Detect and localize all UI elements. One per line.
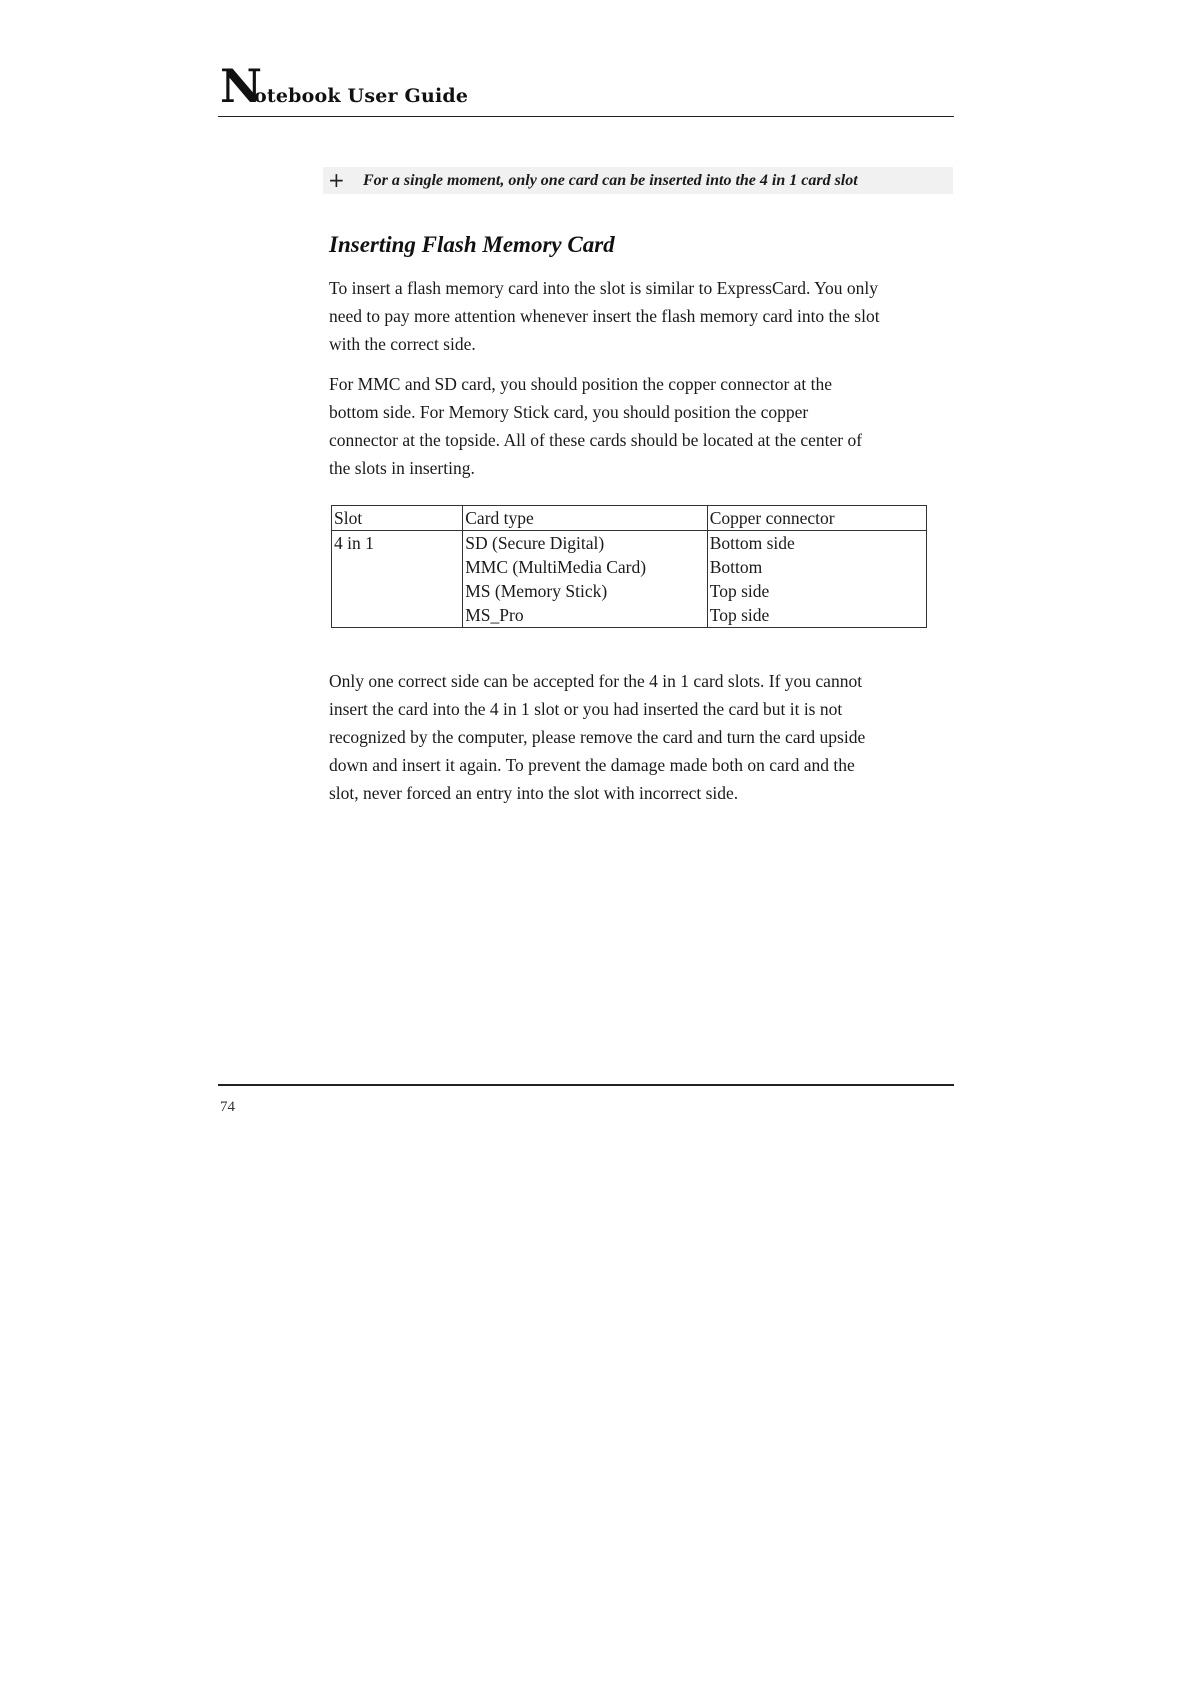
paragraph-orientation xyxy=(329,370,959,482)
table-cell-connector: Top side xyxy=(707,603,926,628)
table-header-slot: Slot xyxy=(332,506,463,531)
paragraph-line: need to pay more attention whenever insert the flash memory card into the slot xyxy=(329,306,880,326)
table-header-copper-connector: Copper connector xyxy=(707,506,926,531)
paragraph-line: Only one correct side can be accepted for the 4 in 1 card slots. If you cannot xyxy=(329,671,863,691)
table-row xyxy=(332,603,927,628)
page-header xyxy=(218,60,954,117)
header-initial: N xyxy=(220,59,263,113)
table-header-row xyxy=(332,506,927,531)
paragraph-intro xyxy=(329,274,959,358)
table-cell-slot-empty xyxy=(332,579,463,603)
footer-divider xyxy=(218,1084,954,1086)
paragraph-line: connector at the topside. All of these cards should be located at the center of xyxy=(329,430,863,450)
page-number: 74 xyxy=(220,1099,235,1115)
table-cell-connector: Bottom side xyxy=(707,531,926,556)
table-cell-card-type: MMC (MultiMedia Card) xyxy=(463,555,707,579)
paragraph-line: To insert a flash memory card into the slot is similar to ExpressCard. You only xyxy=(329,278,878,298)
header-title: otebook User Guide xyxy=(254,85,469,107)
table-cell-card-type: MS_Pro xyxy=(463,603,707,628)
paragraph-line: down and insert it again. To prevent the damage made both on card and the xyxy=(329,755,855,775)
paragraph-line: For MMC and SD card, you should position the copper connector at the xyxy=(329,374,833,394)
note-text: For a single moment, only one card can be inserted into the 4 in 1 card slot xyxy=(363,172,858,189)
table-cell-card-type: MS (Memory Stick) xyxy=(463,579,707,603)
note-box xyxy=(323,167,953,194)
table-cell-slot-empty xyxy=(332,555,463,579)
plus-icon: + xyxy=(328,168,345,192)
paragraph-line: recognized by the computer, please remove the card and turn the card upside xyxy=(329,727,866,747)
table-header-card-type: Card type xyxy=(463,506,707,531)
table-row xyxy=(332,579,927,603)
paragraph-correct-side xyxy=(329,667,959,807)
table-cell-card-type: SD (Secure Digital) xyxy=(463,531,707,556)
card-type-table xyxy=(331,505,927,628)
section-title: Inserting Flash Memory Card xyxy=(329,232,615,257)
paragraph-line: with the correct side. xyxy=(329,334,476,354)
paragraph-line: the slots in inserting. xyxy=(329,458,475,478)
paragraph-line: bottom side. For Memory Stick card, you should position the copper xyxy=(329,402,809,422)
table-cell-connector: Top side xyxy=(707,579,926,603)
table-cell-connector: Bottom xyxy=(707,555,926,579)
paragraph-line: insert the card into the 4 in 1 slot or you had inserted the card but it is not xyxy=(329,699,843,719)
table-row xyxy=(332,555,927,579)
paragraph-line: slot, never forced an entry into the slot with incorrect side. xyxy=(329,783,739,803)
table-row xyxy=(332,531,927,556)
table-cell-slot: 4 in 1 xyxy=(332,531,463,556)
table-cell-slot-empty xyxy=(332,603,463,628)
